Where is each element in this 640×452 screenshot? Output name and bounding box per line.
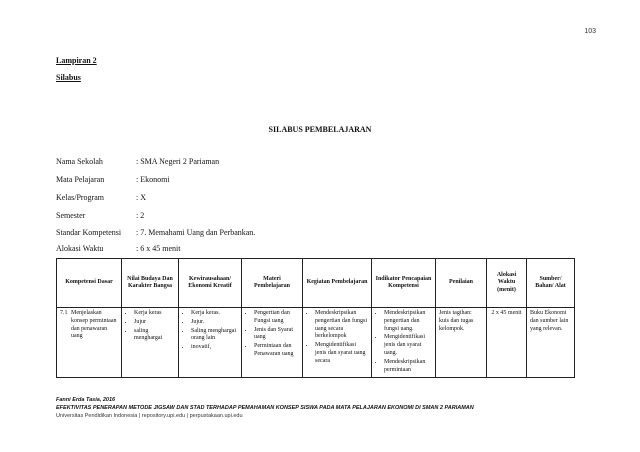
cell-entrepreneurship: [179, 308, 242, 378]
competency-text: Menjelaskan konsep permintaan dan penawaran uang: [71, 310, 117, 340]
list-item: • Pengertian dan Fungsi uang: [254, 310, 299, 326]
info-row-school: [56, 157, 219, 166]
info-label: Mata Pelajaran: [56, 175, 105, 184]
info-label: Standar Kompetensi: [56, 228, 122, 237]
list-item: • Saling menghargai orang lain: [191, 328, 238, 344]
list-item: • Mendeskripsikan pengertian dan fungsi uang.: [384, 310, 432, 333]
page-footer: [56, 397, 474, 421]
list-item: • Jujur: [134, 319, 175, 327]
cell-indicators: [372, 308, 436, 378]
footer-author: Fanni Erda Tasia, 2016: [56, 397, 116, 403]
cell-activities: [303, 308, 372, 378]
header-time-allocation: Alokasi Waktu (menit): [487, 259, 527, 308]
info-label: Semester: [56, 211, 86, 220]
cell-assessment: Jenis tagihan: kuis dan tugas kelompok.: [436, 308, 487, 378]
list-item: • Jujur.: [191, 319, 238, 327]
header-assessment: Penilaian: [436, 259, 487, 308]
cell-cultural-values: [122, 308, 179, 378]
header-indicators: Indikator Pencapaian Kompetensi: [372, 259, 436, 308]
page-number: 103: [584, 28, 596, 35]
list-item: • Kerja keras.: [191, 310, 238, 318]
syllabus-table: [56, 258, 575, 378]
list-item: • Kerja keras: [134, 310, 175, 318]
footer-university: Universitas Pendidikan Indonesia | repository.upi.edu | perpustakaan.upi.edu: [56, 412, 243, 419]
info-row-semester: [56, 211, 144, 220]
header-activities: Kegiatan Pembelajaran: [303, 259, 372, 308]
header-cultural-values: Nilai Budaya Dan Karakter Bangsa: [122, 259, 179, 308]
cell-competency: [57, 308, 122, 378]
info-label: Nama Sekolah: [56, 157, 103, 166]
table-header-row: [57, 259, 575, 308]
info-label: Alokasi Waktu: [56, 244, 104, 253]
info-row-standard: [56, 228, 255, 237]
header-competency: Kompetensi Dasar: [57, 259, 122, 308]
info-value: : 6 x 45 menit: [136, 244, 181, 253]
header-sources: Sumber/ Bahan/ Alat: [527, 259, 575, 308]
list-item: • Mendeskripsikan permintaan: [384, 359, 432, 375]
info-value: : Ekonomi: [136, 175, 170, 184]
list-item: • Jenis dan Syarat uang: [254, 327, 299, 343]
info-value: : SMA Negeri 2 Pariaman: [136, 157, 220, 166]
header-material: Materi Pembelajaran: [242, 259, 303, 308]
cell-material: [242, 308, 303, 378]
cell-sources: Buku Ekonomi dan sumber lain yang relevan.: [527, 308, 575, 378]
header-entrepreneurship: Kewirausahaan/ Ekonomi Kreatif: [179, 259, 242, 308]
info-row-time: [56, 244, 180, 253]
appendix-label: Lampiran 2: [56, 56, 97, 65]
list-item: • Permintaan dan Penawaran uang: [254, 343, 299, 359]
list-item: • inovatif,: [191, 344, 238, 352]
cell-time-allocation: 2 x 45 menit: [487, 308, 527, 378]
table-row: [57, 308, 575, 378]
info-value: : 2: [136, 211, 145, 220]
info-value: : 7. Memahami Uang dan Perbankan.: [136, 228, 256, 237]
list-item: • saling menghargai: [134, 328, 175, 344]
info-label: Kelas/Program: [56, 193, 104, 202]
info-row-class: [56, 193, 146, 202]
document-title: SILABUS PEMBELAJARAN: [268, 125, 372, 134]
footer-thesis-title: EFEKTIVITAS PENERAPAN METODE JIGSAW DAN STAD TERHADAP PEMAHAMAN KONSEP SISWA PADA MATA PELAJARAN EKONOMI DI SMAN 2 PARIAMAN: [56, 404, 474, 411]
section-label: Silabus: [56, 73, 81, 82]
list-item: • Mendeskripsikan pengertian dan fungsi uang secara berkelompok: [315, 310, 368, 341]
competency-number: 7.1: [60, 310, 68, 316]
list-item: • Mengidentifikasi jenis dan syarat uang secara: [315, 342, 368, 365]
list-item: • Mengidentifikasi jenis dan syarat uang.: [384, 334, 432, 357]
info-row-subject: [56, 175, 170, 184]
info-value: : X: [136, 193, 146, 202]
